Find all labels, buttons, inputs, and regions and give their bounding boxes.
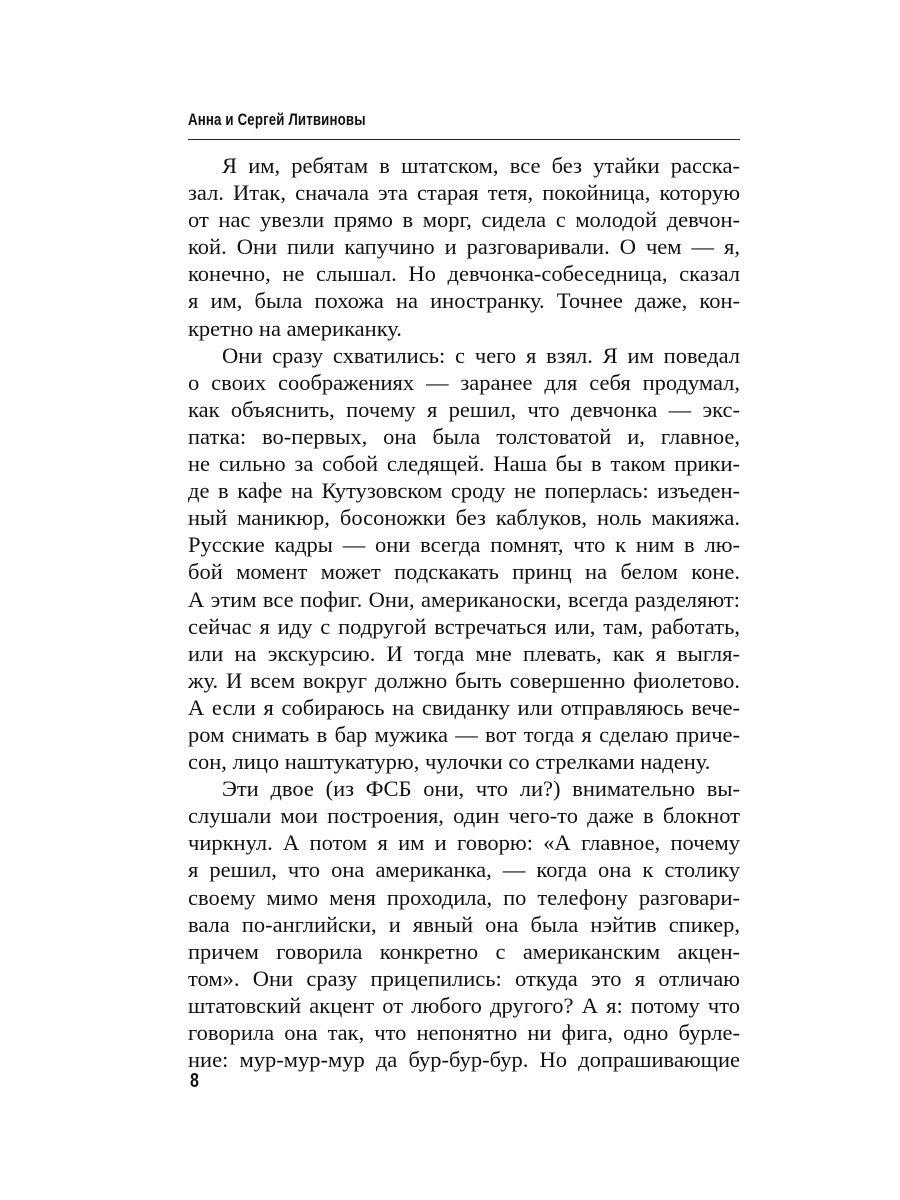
text-line: сон, лицо наштукатурю, чулочки со стрелками надену. [188,749,711,775]
header-rule [188,139,740,140]
text-line: ный маникюр, босоножки без каблуков, ноль макияжа. [188,505,740,531]
text-line: говорила она так, что непонятно ни фига, одно бурле- [188,1020,740,1045]
text-line: не сильно за собой следящей. Наша бы в таком прики- [188,451,740,477]
text-line: ние: мур-мур-мур да бур-бур-бур. Но допрашивающие [188,1047,740,1073]
text-line: конечно, не слышал. Но девчонка-собеседница, сказал [188,261,740,287]
text-line: А этим все пофиг. Они, американоски, всегда разделяют: [188,586,740,612]
text-line: бой момент может подскакать принц на белом коне. [188,559,740,585]
text-line: патка: во-первых, она была толстоватой и, главное, [188,423,740,449]
body-text [188,152,740,1073]
text-line: де в кафе на Кутузовском сроду не поперлась: изъеден- [188,478,740,504]
text-line: сейчас я иду с подругой встречаться или, там, работать, [188,613,740,639]
text-line: вала по-английски, и явный она была нэйтив спикер, [188,911,740,937]
text-line: как объяснить, почему я решил, что девчонка — экс- [188,396,740,422]
text-line: Русские кадры — они всегда помнят, что к ним в лю- [188,532,740,558]
text-line: о своих соображениях — заранее для себя продумал, [188,369,740,395]
text-line: жу. И всем вокруг должно быть совершенно фиолетово. [188,667,740,693]
text-line: А если я собираюсь на свиданку или отправляюсь вече- [188,694,740,720]
text-line: чиркнул. А потом я им и говорю: «А главное, почему [188,830,740,856]
text-line: ром снимать в бар мужика — вот тогда я сделаю приче- [188,721,740,747]
text-line: кретно на американку. [188,315,402,341]
text-line: Эти двое (из ФСБ они, что ли?) внимательно вы- [222,776,740,802]
text-line: я решил, что она американка, — когда она к столику [188,857,740,883]
text-line: том». Они сразу прицепились: откуда это я отличаю [188,965,740,991]
text-line: от нас увезли прямо в морг, сидела с молодой девчон- [188,207,740,233]
text-line: слушали мои построения, один чего-то даже в блокнот [188,803,740,829]
text-line: своему мимо меня проходила, по телефону разговари- [188,884,740,910]
page-number: 8 [190,1070,199,1092]
text-line: зал. Итак, сначала эта старая тетя, покойница, которую [188,180,740,206]
text-line: я им, была похожа на иностранку. Точнее даже, кон- [188,288,740,314]
text-line: штатовский акцент от любого другого? А я: потому что [188,992,740,1018]
text-line: Они сразу схватились: с чего я взял. Я им поведал [222,342,740,368]
text-line: кой. Они пили капучино и разговаривали. О чем — я, [188,234,740,260]
text-line: Я им, ребятам в штатском, все без утайки расска- [222,153,740,178]
text-line: причем говорила конкретно с американским акцен- [188,938,740,964]
text-line: или на экскурсию. И тогда мне плевать, как я выгля- [188,640,740,666]
running-head-authors: Анна и Сергей Литвиновы [188,110,366,129]
